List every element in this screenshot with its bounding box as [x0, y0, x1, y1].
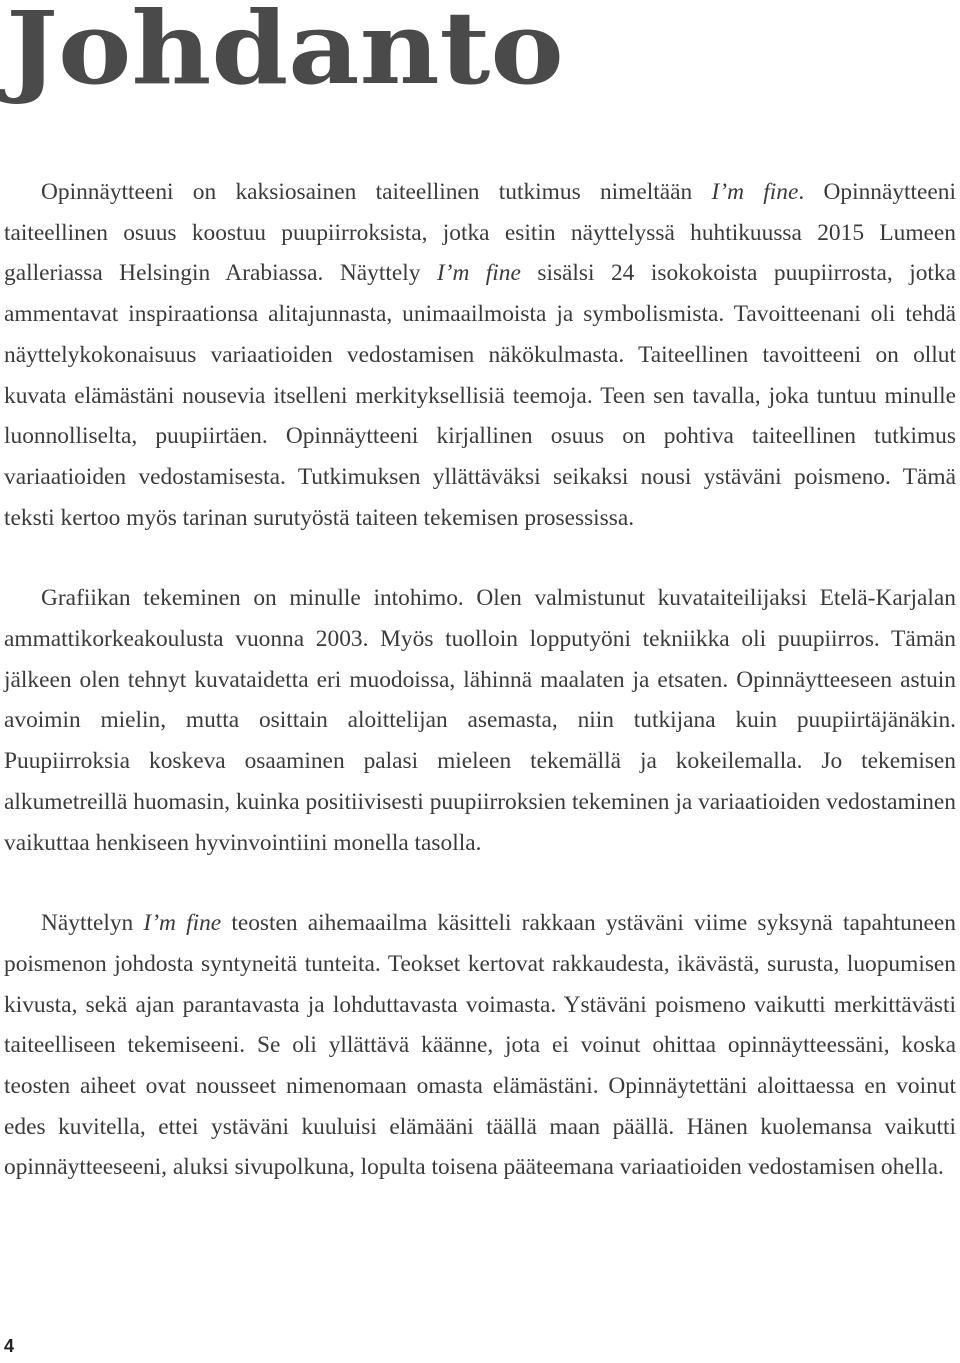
page-number: 4 — [4, 1336, 15, 1356]
text-run: teosten aihemaailma käsitteli rakkaan ystäväni viime syksynä tapahtuneen poismenon johdosta syntyneitä tunteita. Teokset kertovat rakkaudesta, ikävästä, surusta, luopumisen kivusta, sekä ajan parantavasta ja lohduttavasta voimasta. Ystäväni poismeno vaikutti merkittävästi taiteelliseen tekemiseeni. Se oli yllättävä käänne, jota ei voinut ohittaa opinnäytteessäni, koska teosten aiheet ovat nousseet nimenomaan omasta elämästäni. Opinnäytettäni aloittaessa en voinut edes kuvitella, ettei ystäväni kuuluisi elämääni täällä maan päällä. Hänen kuolemansa vaikutti opinnäytteeseeni, aluksi sivupolkuna, lopulta toisena pääteemana variaatioiden vedostamisen ohella. — [4, 910, 956, 1181]
chapter-heading: Johdanto — [6, 0, 564, 107]
italic-title: I’m fine — [436, 260, 521, 287]
text-run: sisälsi 24 isokokoista puupiirrosta, jotka ammentavat inspiraationsa alitajunnasta, unimaailmoista ja symbolismista. Tavoitteenani oli tehdä näyttelykokonaisuus variaatioiden vedostamisen näkökulmasta. Taiteellinen tavoitteeni on ollut kuvata elämästäni nousevia itselleni merkityksellisiä teemoja. Teen sen tavalla, joka tuntuu minulle luonnolliselta, puupiirtäen. Opinnäytteeni kirjallinen osuus on pohtiva taiteellinen tutkimus variaatioiden vedostamisesta. Tutkimuksen yllättäväksi seikaksi nousi ystäväni poismeno. Tämä teksti kertoo myös tarinan surutyöstä taiteen tekemisen prosessissa. — [4, 260, 956, 531]
text-run: Näyttelyn — [41, 910, 144, 937]
italic-title: I’m fine — [143, 910, 222, 937]
paragraph-2 — [4, 578, 956, 863]
body-text — [4, 172, 956, 1188]
text-run: Opinnäytteeni on kaksiosainen taiteellinen tutkimus nimeltään — [41, 179, 712, 205]
paragraph-1 — [4, 172, 956, 538]
italic-title: I’m fine — [711, 179, 799, 205]
text-run: Grafiikan tekeminen on minulle intohimo. Olen valmistunut kuvataiteilijaksi Etelä-Karjalan ammattikorkeakoulusta vuonna 2003. Myös tuolloin lopputyöni tekniikka oli puupiirros. Tämän jälkeen olen tehnyt kuvataidetta eri muodoissa, lähinnä maalaten ja etsaten. Opinnäytteeseen astuin avoimin mielin, mutta osittain aloittelijan asemasta, niin tutkijana kuin puupiirtäjänäkin. Puupiirroksia koskeva osaaminen palasi mieleen tekemällä ja kokeilemalla. Jo tekemisen alkumetreillä huomasin, kuinka positiivisesti puupiirroksien tekeminen ja variaatioiden vedostaminen vaikuttaa henkiseen hyvinvointiini monella tasolla. — [4, 585, 956, 856]
text-run: . Opinnäytteeni taiteellinen osuus koostuu puupiirroksista, jotka esitin näyttelyssä huhtikuussa 2015 Lumeen galleriassa Helsingin Arabiassa. Näyttely — [4, 179, 956, 287]
paragraph-3 — [4, 903, 956, 1188]
